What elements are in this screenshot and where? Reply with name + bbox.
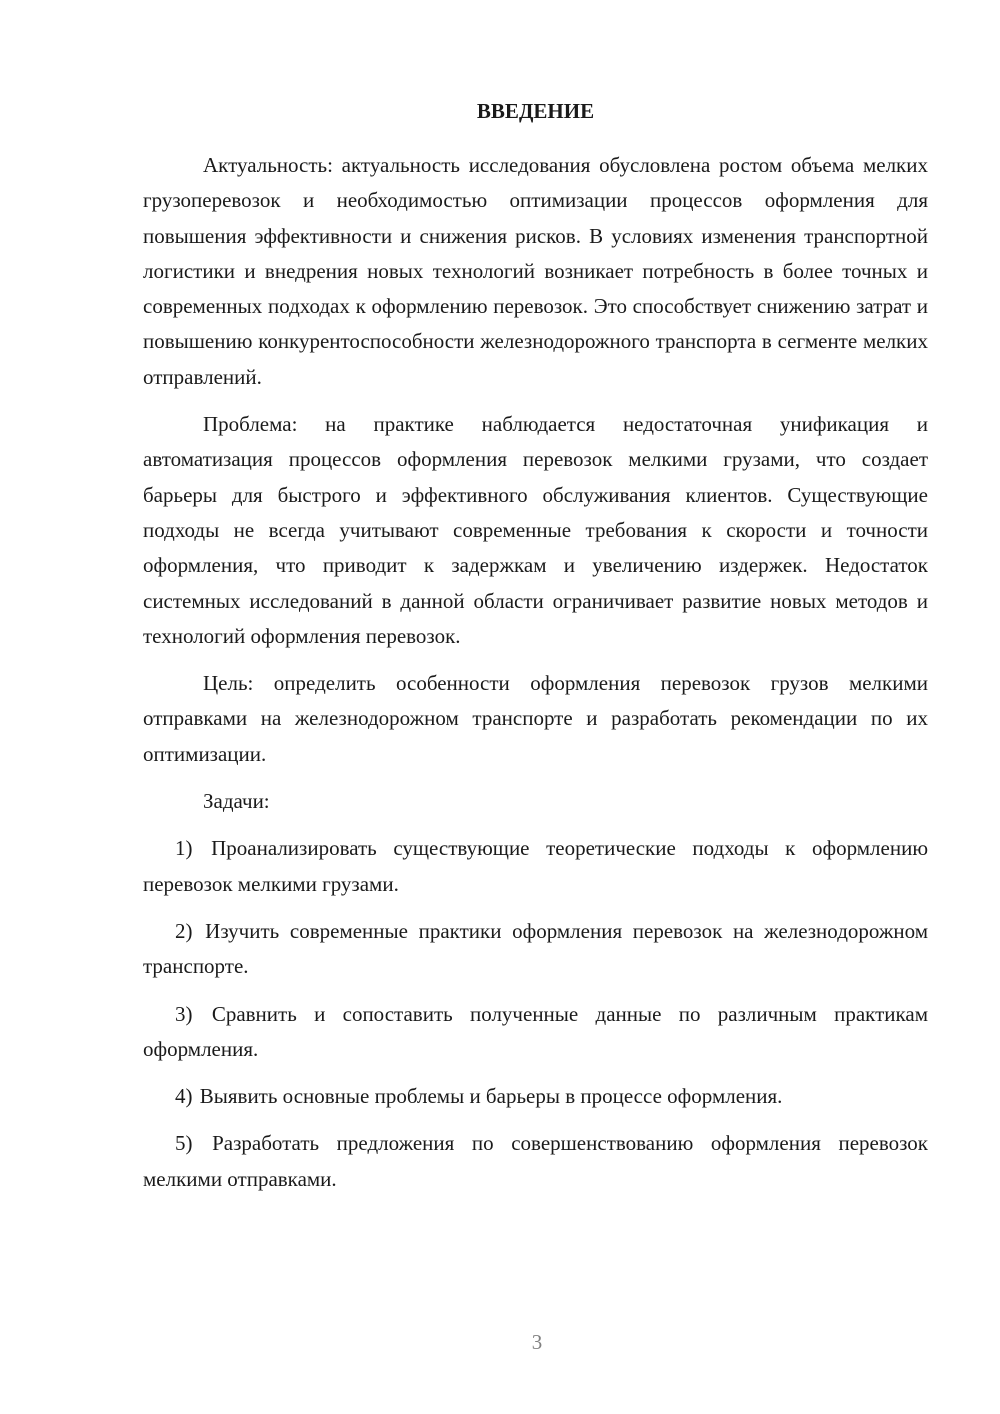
tasks-label: Задачи:	[203, 789, 270, 814]
task-item	[143, 831, 928, 902]
paragraph-goal: Цель: определить особенности оформления перевозок грузов мелкими отправками на железнодорожном транспорте и разработать рекомендации по их оптимизации.	[143, 671, 928, 766]
task-number: 3)	[175, 1001, 193, 1026]
task-text: Разработать предложения по совершенствованию оформления перевозок мелкими отправками.	[143, 1131, 928, 1191]
task-item	[143, 914, 928, 985]
task-text: Выявить основные проблемы и барьеры в процессе оформления.	[199, 1084, 783, 1109]
task-text: Изучить современные практики оформления перевозок на железнодорожном транспорте.	[143, 918, 928, 979]
page-number: 3	[531, 1330, 543, 1354]
task-number: 5)	[175, 1131, 193, 1156]
page-content	[143, 94, 928, 1209]
task-number: 4)	[175, 1084, 193, 1109]
task-item	[143, 997, 928, 1068]
task-number: 1)	[175, 836, 193, 861]
paragraph-relevance: Актуальность: актуальность исследования обусловлена ростом объема мелких грузоперевозок и необходимостью оптимизации процессов оформления для повышения эффективности и снижения рисков. В условиях изменения транспортной логистики и внедрения новых технологий возникает потребность в более точных и современных подходах к оформлению перевозок. Это способствует снижению затрат и повышению конкурентоспособности железнодорожного транспорта в сегменте мелких отправлений.	[143, 153, 928, 389]
paragraph-problem: Проблема: на практике наблюдается недостаточная унификация и автоматизация процессов оформления перевозок мелкими грузами, что создает барьеры для быстрого и эффективного обслуживания клиентов. Существующие подходы не всегда учитывают современные требования к скорости и точности оформления, что приводит к задержкам и увеличению издержек. Недостаток системных исследований в данной области ограничивает развитие новых методов и технологий оформления перевозок.	[143, 412, 928, 648]
task-item	[143, 1126, 928, 1197]
task-text: Сравнить и сопоставить полученные данные по различным практикам оформления.	[143, 1001, 929, 1061]
task-item	[143, 1079, 928, 1114]
section-heading: ВВЕДЕНИЕ	[476, 99, 595, 123]
task-number: 2)	[175, 918, 193, 943]
task-text: Проанализировать существующие теоретические подходы к оформлению перевозок мелкими грузами.	[143, 836, 929, 896]
